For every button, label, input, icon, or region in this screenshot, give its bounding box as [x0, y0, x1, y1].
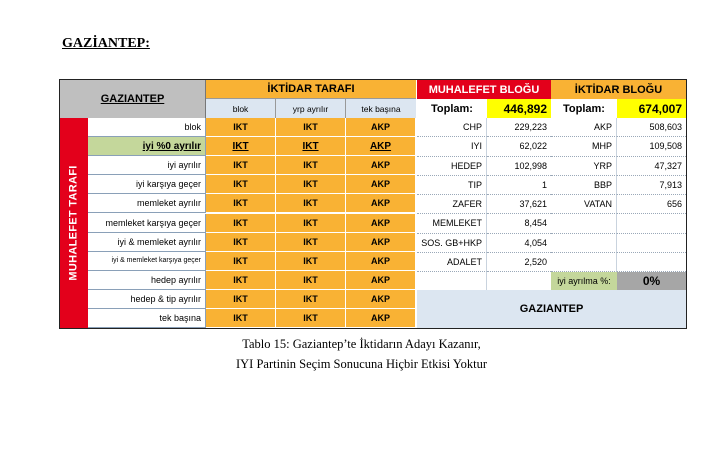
iktidar-blogu-party-votes: [617, 234, 686, 253]
iktidar-blogu-party-name: [551, 234, 617, 253]
scenario-row-label: blok: [88, 118, 206, 137]
muhalefet-blogu-party-name: SOS. GB+HKP: [417, 234, 487, 253]
scenario-row-label: iyi %0 ayrılır: [88, 137, 206, 156]
scenario-row-value: IKT: [206, 271, 276, 290]
iktidar-blogu-party-votes: 47,327: [617, 157, 686, 176]
muhalefet-toplam-value: 446,892: [487, 99, 551, 118]
muhalefet-blogu-party-name: CHP: [417, 118, 487, 137]
scenario-row-value: AKP: [346, 271, 416, 290]
muhalefet-blogu-party-votes: 4,054: [487, 234, 551, 253]
iktidar-blogu-party-name: [551, 214, 617, 233]
muhalefet-blogu-party-name: ZAFER: [417, 195, 487, 214]
scenario-row-label: iyi & memleket karşıya geçer: [88, 252, 206, 271]
table-caption-line-2: IYI Partinin Seçim Sonucuna Hiçbir Etkisi Yoktur: [235, 357, 488, 371]
scenario-row-value: IKT: [206, 214, 276, 233]
scenario-row-value: IKT: [276, 194, 346, 213]
muhalefet-blogu-party-votes: 1: [487, 176, 551, 195]
scenario-row-label: tek başına: [88, 309, 206, 328]
scenario-row-label: iyi & memleket ayrılır: [88, 233, 206, 252]
scenario-row-value: IKT: [276, 137, 346, 156]
iktidar-blogu-party-votes: 7,913: [617, 176, 686, 195]
scenario-row-label: hedep ayrılır: [88, 271, 206, 290]
muhalefet-blogu-party-name: TIP: [417, 176, 487, 195]
scenario-row-value: IKT: [206, 118, 276, 137]
scenario-row-value: IKT: [276, 118, 346, 137]
scenario-row-value: AKP: [346, 118, 416, 137]
scenario-row-value: AKP: [346, 194, 416, 213]
iktidar-blogu-party-votes: 109,508: [617, 137, 686, 156]
muhalefet-blogu-party-votes: 229,223: [487, 118, 551, 137]
muhalefet-blogu-party-votes: [487, 272, 551, 291]
scenario-row-value: IKT: [206, 309, 276, 328]
iktidar-blogu-party-name: AKP: [551, 118, 617, 137]
scenario-row-value: IKT: [206, 175, 276, 194]
muhalefet-blogu-party-name: IYI: [417, 137, 487, 156]
scenario-row-value: IKT: [206, 156, 276, 175]
iktidar-blogu-party-votes: 508,603: [617, 118, 686, 137]
iktidar-blogu-party-votes: 656: [617, 195, 686, 214]
iktidar-blogu-party-name: YRP: [551, 157, 617, 176]
scenario-row-value: AKP: [346, 252, 416, 271]
scenario-row-value: AKP: [346, 156, 416, 175]
iktidar-blogu-party-name: MHP: [551, 137, 617, 156]
iktidar-tarafi-header: İKTİDAR TARAFI: [206, 80, 416, 99]
iktidar-toplam-label: Toplam:: [563, 102, 605, 115]
iyi-ayrilma-value: 0%: [617, 272, 686, 290]
scenario-row-label: iyi ayrılır: [88, 156, 206, 175]
scenario-row-value: IKT: [276, 309, 346, 328]
scenario-row-value: IKT: [206, 233, 276, 252]
muhalefet-blogu-party-name: ADALET: [417, 253, 487, 272]
scenario-row-value: IKT: [206, 252, 276, 271]
iktidar-blogu-party-name: BBP: [551, 176, 617, 195]
muhalefet-blogu-party-votes: 102,998: [487, 157, 551, 176]
scenario-row-value: AKP: [346, 214, 416, 233]
scenario-row-value: IKT: [206, 290, 276, 309]
page-heading: GAZİANTEP:: [62, 36, 150, 51]
scenario-row-value: AKP: [346, 290, 416, 309]
iktidar-toplam-value: 674,007: [617, 99, 686, 118]
scenario-row-value: IKT: [276, 233, 346, 252]
iyi-ayrilma-label: iyi ayrılma %:: [551, 272, 617, 290]
scenario-row-value: AKP: [346, 137, 416, 156]
scenario-row-value: AKP: [346, 175, 416, 194]
scenario-row-value: IKT: [276, 156, 346, 175]
scenario-row-value: IKT: [276, 252, 346, 271]
iktidar-blogu-party-votes: [617, 253, 686, 272]
scenario-row-value: AKP: [346, 233, 416, 252]
muhalefet-blogu-party-votes: 37,621: [487, 195, 551, 214]
iktidar-blogu-party-votes: [617, 214, 686, 233]
subheader-tek-basina: tek başına: [346, 99, 416, 118]
scenario-row-label: iyi karşıya geçer: [88, 175, 206, 194]
muhalefet-blogu-party-name: MEMLEKET: [417, 214, 487, 233]
scenario-row-value: IKT: [206, 194, 276, 213]
scenario-row-label: memleket karşıya geçer: [88, 214, 206, 233]
scenario-row-value: AKP: [346, 309, 416, 328]
muhalefet-blogu-party-votes: 8,454: [487, 214, 551, 233]
muhalefet-blogu-header: MUHALEFET BLOĞU: [417, 80, 551, 99]
muhalefet-tarafi-side-label: MUHALEFET TARAFI: [68, 165, 81, 281]
iktidar-blogu-party-name: [551, 253, 617, 272]
muhalefet-blogu-party-name: [417, 272, 487, 291]
scenario-row-value: IKT: [276, 290, 346, 309]
scenario-row-value: IKT: [206, 137, 276, 156]
scenario-row-label: memleket ayrılır: [88, 194, 206, 213]
muhalefet-toplam-label: Toplam:: [431, 102, 473, 115]
scenario-row-label: hedep & tip ayrılır: [88, 290, 206, 309]
table-corner-label: GAZIANTEP: [60, 80, 206, 118]
subheader-blok: blok: [206, 99, 276, 118]
muhalefet-blogu-party-votes: 2,520: [487, 253, 551, 272]
iktidar-blogu-header: İKTİDAR BLOĞU: [551, 80, 686, 99]
iktidar-blogu-party-name: VATAN: [551, 195, 617, 214]
muhalefet-blogu-party-name: HEDEP: [417, 157, 487, 176]
bottom-region-label: GAZIANTEP: [417, 290, 686, 328]
scenario-row-value: IKT: [276, 175, 346, 194]
scenario-row-value: IKT: [276, 271, 346, 290]
table-caption-line-1: Tablo 15: Gaziantep’te İktidarın Adayı Kazanır,: [242, 337, 481, 351]
muhalefet-blogu-party-votes: 62,022: [487, 137, 551, 156]
scenario-row-value: IKT: [276, 214, 346, 233]
subheader-yrp-ayrilir: yrp ayrılır: [276, 99, 346, 118]
